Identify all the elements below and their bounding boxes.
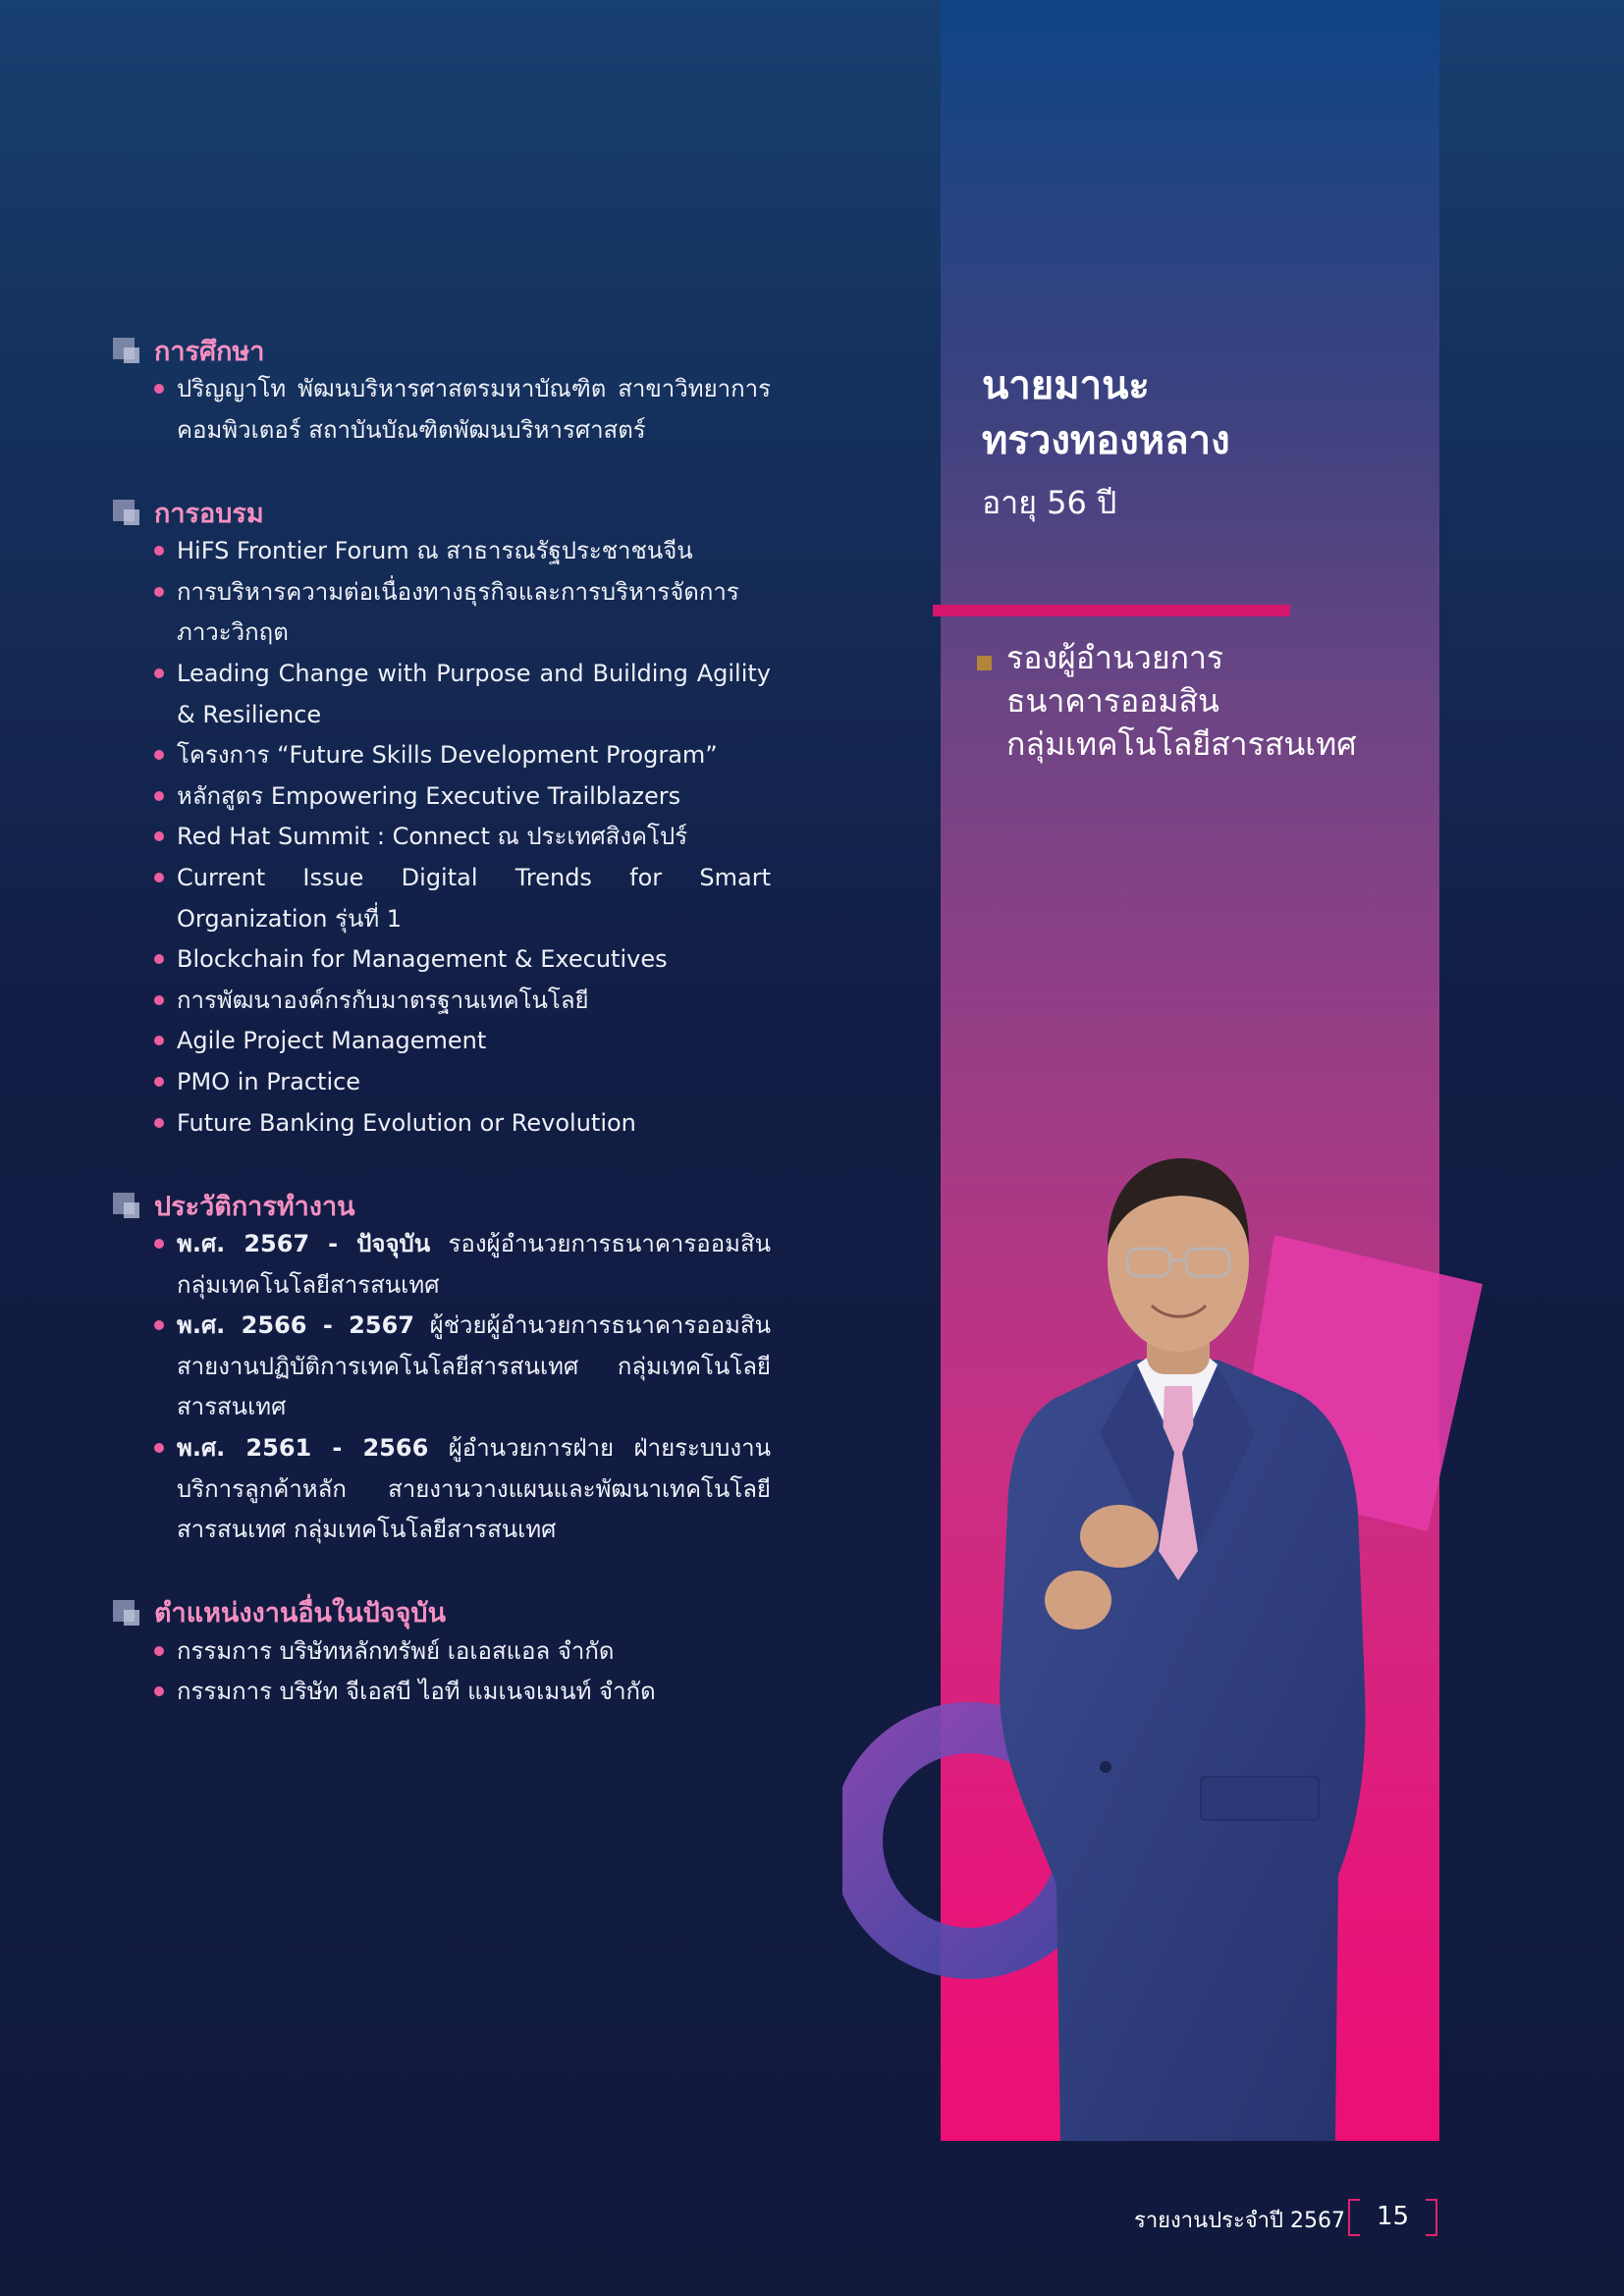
list-item <box>154 1428 771 1551</box>
list-item <box>154 1631 771 1673</box>
work-period: พ.ศ. 2566 - 2567 <box>177 1311 414 1340</box>
list-item <box>154 858 771 939</box>
list-item <box>154 572 771 654</box>
list-item <box>154 1224 771 1306</box>
bullet-icon <box>154 995 164 1005</box>
training-title: การอบรม <box>154 498 264 529</box>
bullet-icon <box>154 546 164 556</box>
list-item <box>154 1062 771 1103</box>
list-item <box>154 1103 771 1145</box>
bullet-icon <box>154 1239 164 1249</box>
training-item-text: Current Issue Digital Trends for Smart Organization รุ่นที่ 1 <box>177 863 771 933</box>
stacked-squares-icon <box>113 498 142 527</box>
training-item-text: โครงการ “Future Skills Development Program” <box>177 741 718 770</box>
list-item <box>154 654 771 735</box>
report-label: รายงานประจำปี 2567 <box>1134 2209 1345 2233</box>
work-detail: ผู้ช่วยผู้อำนวยการธนาคารออมสิน สายงานปฏิบัติการเทคโนโลยีสารสนเทศ กลุ่มเทคโนโลยีสารสนเทศ <box>177 1311 771 1421</box>
bullet-icon <box>154 587 164 597</box>
bullet-icon <box>154 831 164 841</box>
bullet-icon <box>154 1077 164 1087</box>
work-history-heading <box>113 1187 771 1224</box>
page-number-box <box>1348 2199 1437 2234</box>
training-item-text: หลักสูตร Empowering Executive Trailblazers <box>177 781 681 810</box>
education-section <box>113 332 771 451</box>
bullet-icon <box>154 384 164 394</box>
position-line: ธนาคารออมสิน <box>1006 682 1219 720</box>
training-item-text: Agile Project Management <box>177 1027 487 1055</box>
education-list <box>113 369 771 451</box>
list-item <box>154 981 771 1022</box>
education-heading <box>113 332 771 369</box>
work-history-list <box>113 1224 771 1551</box>
person-first-name: นายมานะ <box>982 363 1150 408</box>
work-period: พ.ศ. 2567 - ปัจจุบัน <box>177 1230 431 1258</box>
stacked-squares-icon <box>113 1598 142 1628</box>
person-last-name: ทรวงทองหลาง <box>982 418 1230 463</box>
work-period: พ.ศ. 2561 - 2566 <box>177 1434 429 1463</box>
work-detail: รองผู้อำนวยการธนาคารออมสิน กลุ่มเทคโนโลยีสารสนเทศ <box>177 1230 771 1299</box>
list-item <box>154 735 771 776</box>
training-item-text: Future Banking Evolution or Revolution <box>177 1108 636 1137</box>
person-name <box>982 358 1230 468</box>
bullet-icon <box>154 1118 164 1128</box>
divider <box>933 605 1290 616</box>
work-history-title: ประวัติการทำงาน <box>154 1191 355 1222</box>
portrait-photo <box>842 1139 1490 2141</box>
list-item <box>154 369 771 451</box>
person-age: อายุ 56 ปี <box>982 484 1117 521</box>
bullet-icon <box>154 873 164 882</box>
position-line: รองผู้อำนวยการ <box>1006 639 1224 676</box>
list-item <box>154 1306 771 1428</box>
training-heading <box>113 494 771 531</box>
other-positions-section <box>113 1594 771 1713</box>
person-position <box>1006 636 1357 766</box>
other-positions-list <box>113 1631 771 1713</box>
training-item-text: HiFS Frontier Forum ณ สาธารณรัฐประชาชนจีน <box>177 537 693 565</box>
training-item-text: PMO in Practice <box>177 1067 361 1095</box>
profile-details <box>113 332 771 1756</box>
list-item <box>154 1021 771 1062</box>
education-item-text: ปริญญาโท พัฒนบริหารศาสตรมหาบัณฑิต สาขาวิทยาการคอมพิวเตอร์ สถาบันบัณฑิตพัฒนบริหารศาสตร์ <box>177 375 771 444</box>
list-item <box>154 817 771 858</box>
bullet-icon <box>154 1036 164 1045</box>
training-list <box>113 531 771 1144</box>
training-item-text: Blockchain for Management & Executives <box>177 945 668 974</box>
bullet-icon <box>154 1646 164 1656</box>
list-item <box>154 531 771 572</box>
list-item <box>154 776 771 818</box>
work-detail: ผู้อำนวยการฝ่าย ฝ่ายระบบงานบริการลูกค้าหลัก สายงานวางแผนและพัฒนาเทคโนโลยีสารสนเทศ กลุ่มเทคโนโลยีสารสนเทศ <box>177 1434 771 1544</box>
other-positions-title: ตำแหน่งงานอื่นในปัจจุบัน <box>154 1598 447 1629</box>
position-line: กลุ่มเทคโนโลยีสารสนเทศ <box>1006 725 1357 763</box>
list-item <box>154 1672 771 1713</box>
work-history-section <box>113 1187 771 1551</box>
bullet-icon <box>154 954 164 964</box>
other-positions-heading <box>113 1594 771 1631</box>
bullet-icon <box>154 1320 164 1330</box>
page-number: 15 <box>1376 2202 1410 2231</box>
training-item-text: การบริหารความต่อเนื่องทางธุรกิจและการบริหารจัดการภาวะวิกฤต <box>177 577 739 647</box>
education-title: การศึกษา <box>154 336 265 367</box>
bullet-icon <box>154 750 164 760</box>
square-bullet-icon <box>977 656 992 670</box>
bullet-icon <box>154 668 164 678</box>
other-position-text: กรรมการ บริษัท จีเอสบี ไอที แมเนจเมนท์ จำกัด <box>177 1678 656 1706</box>
training-item-text: Leading Change with Purpose and Building Agility & Resilience <box>177 659 771 728</box>
bullet-icon <box>154 1686 164 1696</box>
stacked-squares-icon <box>113 336 142 365</box>
stacked-squares-icon <box>113 1191 142 1220</box>
training-item-text: Red Hat Summit : Connect ณ ประเทศสิงคโปร์ <box>177 823 688 851</box>
other-position-text: กรรมการ บริษัทหลักทรัพย์ เอเอสแอล จำกัด <box>177 1636 615 1665</box>
bullet-icon <box>154 1443 164 1453</box>
training-item-text: การพัฒนาองค์กรกับมาตรฐานเทคโนโลยี <box>177 986 589 1014</box>
list-item <box>154 939 771 981</box>
training-section <box>113 494 771 1144</box>
bullet-icon <box>154 791 164 801</box>
